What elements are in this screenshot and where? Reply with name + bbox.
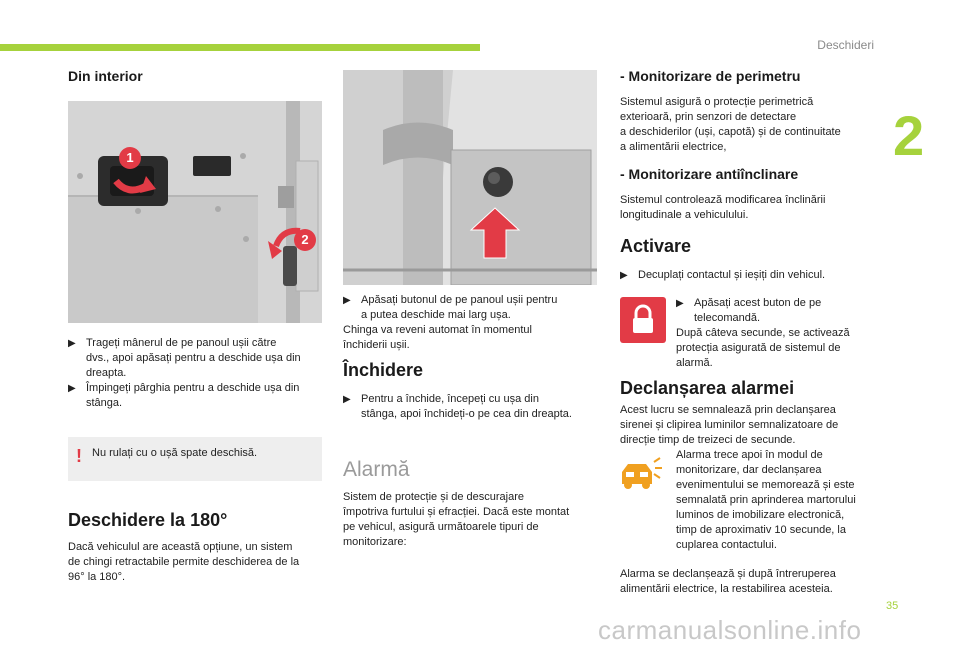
bullet-arrow-icon: ▶ xyxy=(676,298,684,309)
text-perimeter xyxy=(620,95,882,155)
text-180 xyxy=(68,540,330,585)
text-line: monitorizare: xyxy=(343,536,407,548)
section-title: Deschideri xyxy=(817,38,874,52)
bullet-line: Decuplați contactul și ieșiți din vehicul. xyxy=(638,269,826,281)
callout-2: 2 xyxy=(294,229,316,251)
text-tilt xyxy=(620,193,882,223)
bullet-arrow-icon: ▶ xyxy=(343,295,351,306)
text-monitoring-mode xyxy=(676,448,886,553)
warning-box xyxy=(68,437,322,481)
text-line: Dacă vehiculul are această opțiune, un sistem xyxy=(68,541,293,553)
text-line: Alarma se declanșează și după întreruperea xyxy=(620,568,836,580)
page-number: 35 xyxy=(886,600,899,612)
bullet-activation xyxy=(620,268,882,283)
header-accent-bar xyxy=(0,44,480,51)
bullet-line: dreapta. xyxy=(86,367,127,379)
text-line: a deschiderilor (uși, capotă) și de continuitate xyxy=(620,126,841,138)
text-line: exterioară, prin senzori de detectare xyxy=(620,111,797,123)
text-line: cuplarea contactului. xyxy=(676,539,777,551)
text-line: monitorizare, dar declanșarea xyxy=(676,464,822,476)
text-line: timp de aproximativ 10 secunde, la xyxy=(676,524,846,536)
text-line: a alimentării electrice, xyxy=(620,141,727,153)
text-line: luminos de imobilizare electronică, xyxy=(676,509,845,521)
text-line: împotriva furtului și efracției. Dacă este montat xyxy=(343,506,570,518)
bullet-push-lever xyxy=(68,381,330,411)
bullet-pull-handle xyxy=(68,336,330,381)
bullet-press-button xyxy=(343,293,605,323)
text-line: de chingi retractabile permite deschiderea de la xyxy=(68,556,300,568)
text-alarm-intro xyxy=(343,490,605,550)
text-line: semnalată prin aprinderea martorului xyxy=(676,494,856,506)
text-line: protecția asigurată de sistemul de xyxy=(676,342,841,354)
chapter-number: 2 xyxy=(893,104,925,167)
text-alarm-trigger xyxy=(620,403,882,448)
bullet-line: a putea deschide mai larg ușa. xyxy=(361,309,511,321)
bullet-line: Împingeți pârghia pentru a deschide ușa din xyxy=(86,382,300,394)
text-line: direcție timp de treizeci de secunde. xyxy=(620,434,796,446)
text-line: Acest lucru se semnalează prin declanșarea xyxy=(620,404,836,416)
text-line: alarmă. xyxy=(676,357,713,369)
bullet-arrow-icon: ▶ xyxy=(343,394,351,405)
text-activation-delay xyxy=(676,326,876,371)
text-line: longitudinale a vehiculului. xyxy=(620,209,749,221)
text-line: Sistemul controlează modificarea înclinării xyxy=(620,194,826,206)
bullet-line: Apăsați acest buton de pe xyxy=(694,297,822,309)
text-line: pe vehicul, asigură următoarele tipuri de xyxy=(343,521,539,533)
bullet-line: dvs., apoi apăsați pentru a deschide ușa din xyxy=(86,352,301,364)
callout-1: 1 xyxy=(119,147,141,169)
bullet-line: Apăsați butonul de pe panoul ușii pentru xyxy=(361,294,558,306)
warning-exclamation-icon: ! xyxy=(76,446,82,466)
bullet-closing xyxy=(343,392,605,422)
bullet-remote-lock xyxy=(676,296,876,326)
text-line: alimentării electrice, la restabilirea acesteia. xyxy=(620,583,833,595)
alarm-trigger-icon xyxy=(616,454,662,494)
heading-tilt: - Monitorizare antiînclinare xyxy=(620,166,799,182)
bullet-line: Trageți mânerul de pe panoul ușii către xyxy=(86,337,277,349)
text-line: Sistemul asigură o protecție perimetrică xyxy=(620,96,814,108)
heading-alarm-trigger: Declanșarea alarmei xyxy=(620,378,795,398)
bullet-line: Pentru a închide, începeți cu ușa din xyxy=(361,393,539,405)
heading-perimeter: - Monitorizare de perimetru xyxy=(620,68,801,84)
heading-alarm: Alarmă xyxy=(343,458,410,481)
lock-icon xyxy=(620,297,666,343)
text-line: 96° la 180°. xyxy=(68,571,126,583)
text-line: evenimentului se memorează și este xyxy=(676,479,855,491)
text-line: Sistem de protecție și de descurajare xyxy=(343,491,524,503)
text-line: închiderii ușii. xyxy=(343,339,410,351)
heading-closing: Închidere xyxy=(343,360,424,380)
bullet-line: stânga, apoi închideți-o pe cea din dreapta. xyxy=(361,408,572,420)
heading-interior: Din interior xyxy=(68,68,143,84)
heading-180: Deschidere la 180° xyxy=(68,510,228,530)
door-strap-photo xyxy=(343,70,597,285)
watermark: carmanualsonline.info xyxy=(598,615,862,645)
bullet-arrow-icon: ▶ xyxy=(620,270,628,281)
text-power-restore xyxy=(620,567,882,597)
text-line: După câteva secunde, se activează xyxy=(676,327,850,339)
warning-text: Nu rulați cu o ușă spate deschisă. xyxy=(92,447,258,459)
text-line: sirenei și clipirea luminilor semnalizatoare de xyxy=(620,419,839,431)
bullet-arrow-icon: ▶ xyxy=(68,383,76,394)
text-strap-return xyxy=(343,323,605,353)
bullet-line: stânga. xyxy=(86,397,123,409)
bullet-line: telecomandă. xyxy=(694,312,761,324)
heading-activation: Activare xyxy=(620,236,692,256)
text-line: Chinga va reveni automat în momentul xyxy=(343,324,532,336)
door-handle-photo xyxy=(68,101,322,323)
text-line: Alarma trece apoi în modul de xyxy=(676,449,823,461)
bullet-arrow-icon: ▶ xyxy=(68,338,76,349)
